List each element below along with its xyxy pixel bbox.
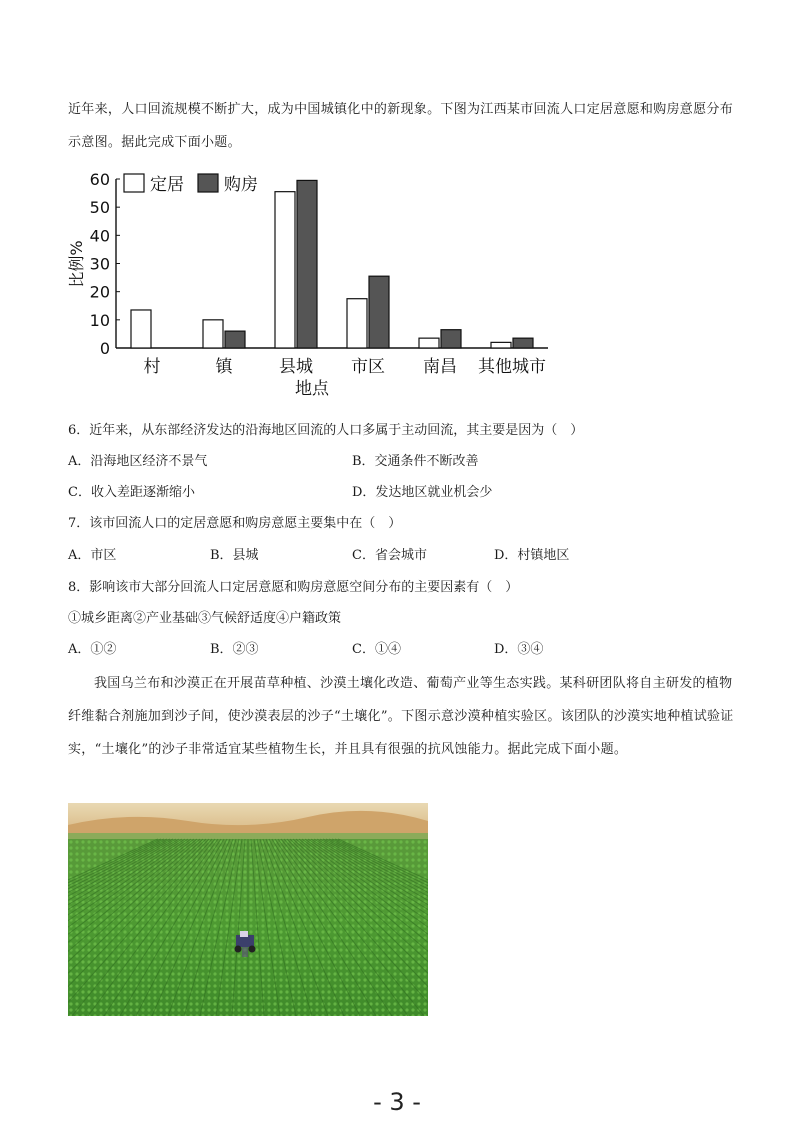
bar-购房-其他城市: [513, 338, 533, 348]
y-tick-label: 10: [89, 310, 110, 330]
y-axis-label: 比例%: [67, 240, 86, 288]
bar-定居-村: [131, 310, 151, 348]
bar-购房-县城: [297, 180, 317, 348]
y-tick-label: 0: [99, 339, 110, 358]
bar-定居-南昌: [419, 338, 439, 348]
legend-label: 购房: [224, 175, 258, 195]
question-7-option-c: C．省会城市: [352, 548, 427, 563]
bar-购房-镇: [225, 331, 245, 348]
question-8-option-c: C．①④: [352, 642, 401, 657]
passage-2: 我国乌兰布和沙漠正在开展苗草种植、沙漠土壤化改造、葡萄产业等生态实践。某科研团队将自主研发的植物纤维黏合剂施加到沙子间，使沙漠表层的沙子“土壤化”。下图示意沙漠种植实验区。该团队的沙漠实地种植试验证实，“土壤化”的沙子非常适宜某些植物生长，并且具有很强的抗风蚀能力。据此完成下面小题。: [68, 676, 734, 757]
y-tick-label: 20: [89, 282, 110, 302]
y-tick-label: 60: [89, 170, 110, 189]
question-8-stem: 8．影响该市大部分回流人口定居意愿和购房意愿空间分布的主要因素有（ ）: [68, 580, 519, 595]
bar-购房-市区: [369, 276, 389, 348]
y-tick-label: 30: [89, 254, 110, 274]
bar-购房-南昌: [441, 330, 461, 348]
question-6-option-b: B．交通条件不断改善: [352, 454, 479, 469]
bar-定居-市区: [347, 299, 367, 348]
question-8-option-d: D．③④: [494, 642, 544, 657]
category-label: 县城: [279, 357, 313, 377]
question-8-factors: ①城乡距离②产业基础③气候舒适度④户籍政策: [68, 611, 342, 626]
category-label: 镇: [215, 357, 233, 377]
question-8-option-b: B．②③: [210, 642, 259, 657]
bar-定居-其他城市: [491, 342, 511, 348]
x-axis-label: 地点: [295, 379, 329, 399]
category-label: 市区: [351, 357, 385, 377]
page-number: - 3 -: [373, 1088, 421, 1116]
bar-chart: [60, 160, 570, 405]
question-7-stem: 7．该市回流人口的定居意愿和购房意愿主要集中在（ ）: [68, 516, 402, 531]
question-7-option-b: B．县城: [210, 548, 259, 563]
question-7-option-a: A．市区: [68, 548, 117, 563]
legend-swatch: [124, 174, 144, 192]
category-label: 村: [143, 357, 161, 377]
question-6-option-a: A．沿海地区经济不景气: [68, 454, 208, 469]
y-tick-label: 50: [89, 198, 110, 218]
intro-paragraph: 近年来，人口回流规模不断扩大，成为中国城镇化中的新现象。下图为江西某市回流人口定居意愿和购房意愿分布示意图。据此完成下面小题。: [68, 102, 734, 150]
y-tick-label: 40: [89, 226, 110, 246]
desert-farmland-photo: [68, 803, 428, 1016]
question-8-option-a: A．①②: [68, 642, 117, 657]
legend-swatch: [198, 174, 218, 192]
bar-定居-镇: [203, 320, 223, 348]
category-label: 南昌: [423, 357, 457, 377]
category-label: 其他城市: [478, 357, 546, 377]
bar-定居-县城: [275, 192, 295, 348]
question-6-stem: 6．近年来，从东部经济发达的沿海地区回流的人口多属于主动回流，其主要是因为（ ）: [68, 423, 584, 438]
legend-label: 定居: [150, 175, 184, 195]
question-6-option-d: D．发达地区就业机会少: [352, 485, 493, 500]
question-7-option-d: D．村镇地区: [494, 548, 570, 563]
question-6-option-c: C．收入差距逐渐缩小: [68, 485, 195, 500]
